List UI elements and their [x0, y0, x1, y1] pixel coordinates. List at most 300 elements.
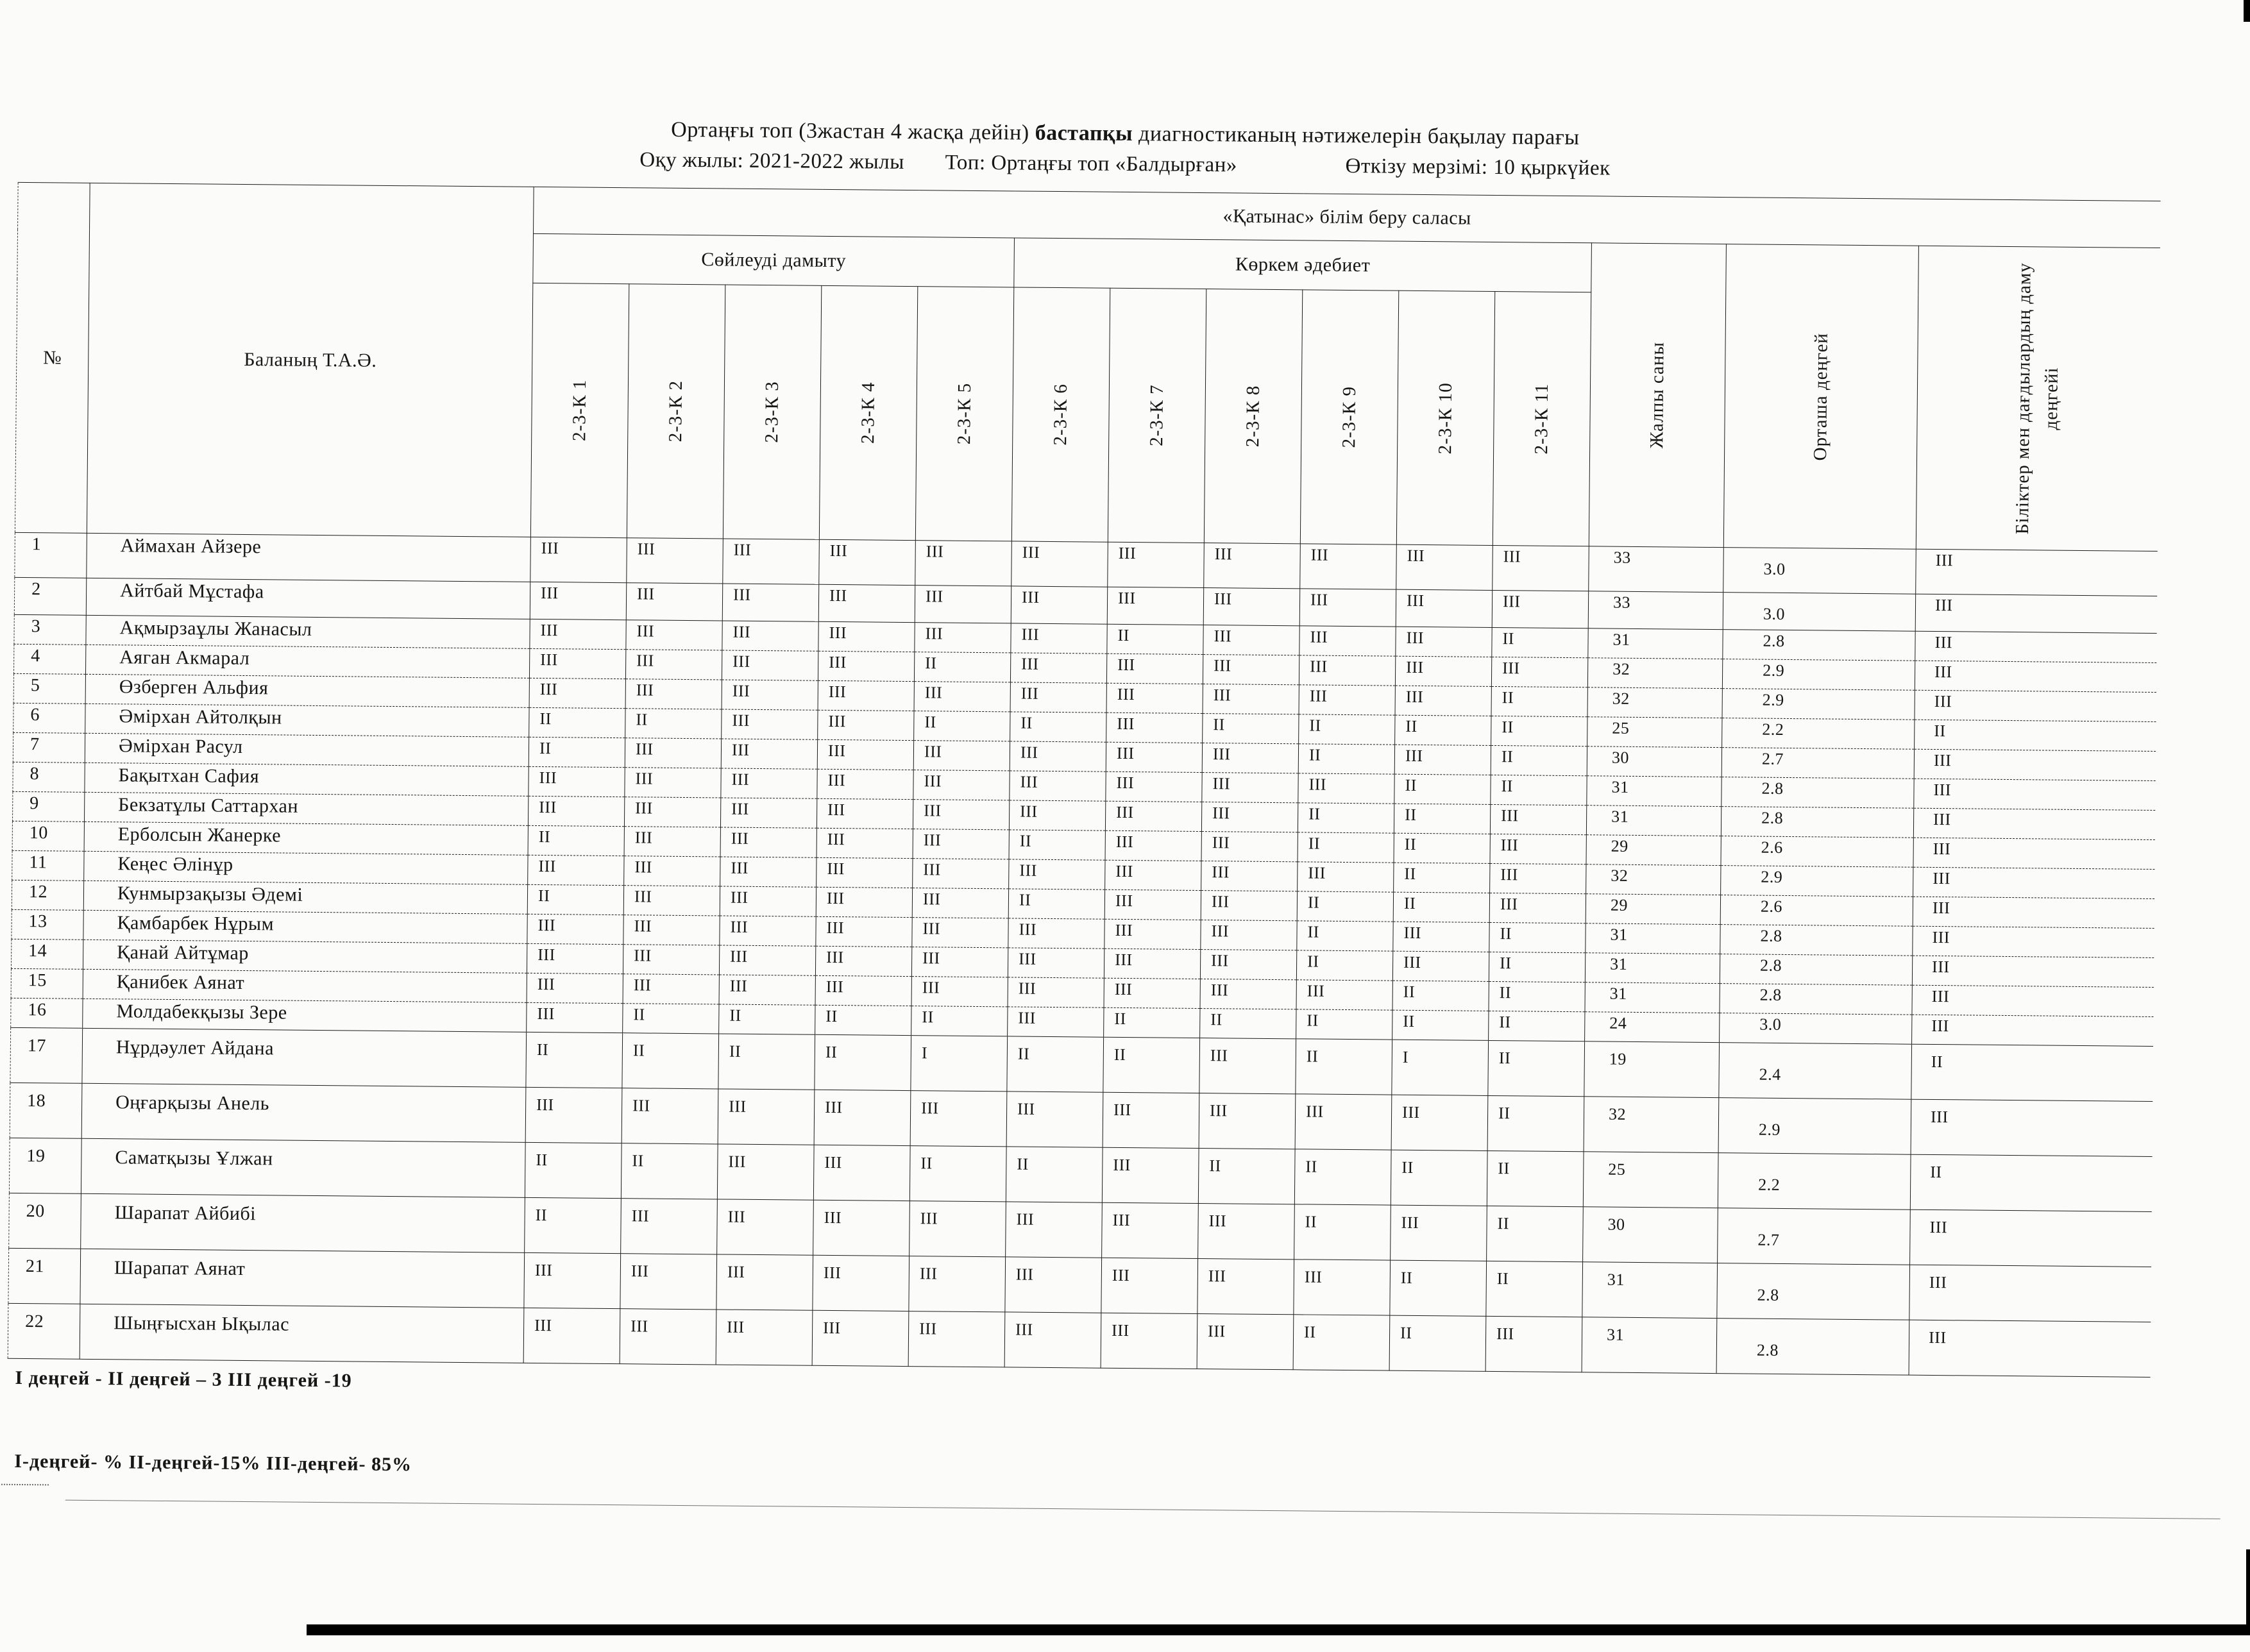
skill-mark: I: [911, 1036, 1008, 1092]
skill-mark: III: [1493, 545, 1589, 591]
row-number: 4: [13, 644, 85, 674]
development-level: III: [1913, 897, 2154, 928]
skill-mark: III: [1393, 922, 1489, 952]
skill-mark: III: [622, 1088, 718, 1144]
skill-column-label: 2-3-К 4: [857, 382, 879, 444]
row-number: 17: [10, 1027, 83, 1083]
skill-mark: II: [1107, 624, 1203, 654]
skill-column-header: [530, 283, 629, 537]
skill-mark: III: [624, 827, 720, 857]
level-percent-summary: І-деңгей- % ІІ-деңгей-15% ІІІ-деңгей- 85%: [14, 1450, 412, 1476]
skill-mark: III: [1199, 1093, 1296, 1149]
skill-mark: III: [527, 914, 623, 944]
development-level: III: [1913, 926, 2154, 957]
skill-mark: III: [717, 1199, 814, 1255]
skill-mark: II: [525, 1197, 622, 1253]
skill-mark: III: [1491, 657, 1587, 687]
child-name: Шарапат Айбибі: [81, 1193, 525, 1252]
skill-column-header: [1204, 289, 1302, 544]
average-score: 3.0: [1723, 593, 1915, 632]
skill-mark: III: [1010, 771, 1106, 801]
skill-mark: III: [624, 797, 720, 827]
row-number: 9: [12, 791, 84, 822]
skill-mark: III: [720, 857, 816, 887]
skill-mark: III: [621, 1199, 718, 1254]
skill-mark: III: [626, 620, 722, 650]
development-level: II: [1911, 1044, 2153, 1101]
skill-mark: III: [1392, 951, 1489, 981]
skill-mark: III: [912, 888, 1008, 918]
development-level: III: [1912, 1015, 2154, 1046]
skill-mark: III: [1104, 919, 1201, 949]
skill-mark: II: [1294, 1149, 1391, 1205]
total-score: 29: [1586, 835, 1721, 866]
child-name: Кеңес Әлінұр: [84, 851, 528, 884]
skill-mark: III: [1295, 1094, 1392, 1150]
skill-mark: II: [1390, 1260, 1487, 1316]
skill-mark: II: [1293, 1315, 1390, 1370]
skill-mark: III: [818, 584, 915, 622]
child-name: Қанибек Аянат: [83, 969, 527, 1002]
skill-column-label: 2-3-К 6: [1049, 384, 1071, 446]
total-score: 32: [1586, 864, 1721, 895]
average-header-label: Орташа деңгей: [1809, 332, 1832, 461]
average-score: 2.8: [1721, 777, 1914, 809]
skill-mark: II: [1487, 1095, 1584, 1151]
skill-mark: II: [1297, 921, 1393, 951]
skill-mark: II: [1486, 1261, 1583, 1317]
skill-mark: III: [624, 856, 720, 886]
skill-mark: III: [1200, 950, 1296, 980]
column-header-child-name: Баланың Т.А.Ә.: [87, 183, 534, 537]
skill-column-label: 2-3-К 7: [1146, 384, 1167, 447]
skill-column-label: 2-3-К 1: [568, 379, 590, 442]
child-name: Ерболсын Жанерке: [84, 822, 528, 855]
average-score: 2.8: [1716, 1319, 1909, 1376]
skill-mark: II: [1298, 803, 1394, 833]
skill-mark: III: [908, 1311, 1005, 1367]
skill-mark: II: [1491, 745, 1587, 775]
skill-mark: III: [1203, 588, 1300, 626]
skill-mark: II: [914, 652, 1010, 682]
skill-mark: III: [1106, 771, 1202, 802]
skill-mark: III: [720, 798, 816, 828]
skill-mark: II: [625, 709, 722, 739]
skill-mark: III: [1009, 800, 1105, 830]
study-year: Оқу жылы: 2021-2022 жылы: [639, 148, 905, 174]
skill-mark: II: [719, 1004, 815, 1034]
total-score: 33: [1589, 546, 1724, 593]
development-level: III: [1916, 549, 2158, 596]
skill-mark: III: [530, 537, 627, 582]
skill-mark: III: [1298, 773, 1394, 804]
average-score: 2.7: [1718, 1208, 1911, 1265]
row-number: 18: [10, 1083, 82, 1138]
skill-mark: III: [1299, 626, 1396, 656]
skill-column-label: 2-3-К 11: [1530, 383, 1552, 455]
average-score: 2.6: [1721, 836, 1913, 868]
skill-mark: II: [1298, 744, 1394, 774]
child-name: Қамбарбек Нұрым: [83, 910, 527, 943]
child-name: Бақытхан Сафия: [85, 763, 529, 796]
child-name: Әмірхан Айтолқын: [85, 704, 529, 737]
skill-mark: III: [1008, 918, 1104, 948]
skill-mark: III: [719, 945, 815, 975]
average-score: 2.9: [1721, 866, 1913, 897]
skill-mark: III: [1298, 862, 1394, 892]
skill-mark: III: [1299, 655, 1395, 686]
skill-mark: III: [1394, 745, 1491, 775]
development-level: III: [1913, 838, 2155, 869]
skill-mark: III: [1010, 682, 1106, 712]
skill-mark: III: [1105, 801, 1201, 831]
column-header-average: [1723, 244, 1918, 550]
average-score: 2.8: [1720, 984, 1912, 1015]
skill-mark: III: [815, 946, 911, 976]
skill-mark: III: [623, 974, 719, 1004]
pen-dash-mark: [0, 1484, 49, 1486]
skill-mark: III: [1005, 1257, 1102, 1313]
skill-mark: II: [1006, 1147, 1103, 1202]
total-score: 30: [1587, 746, 1721, 777]
average-score: 2.8: [1721, 807, 1913, 838]
skill-mark: II: [1488, 1040, 1585, 1096]
skill-mark: III: [913, 859, 1009, 889]
skill-mark: II: [1395, 715, 1491, 745]
row-number: 8: [13, 762, 85, 792]
section-fiction: Көркем әдебиет: [1014, 238, 1592, 292]
scan-edge-artifact-top-right: [2244, 0, 2250, 22]
skill-mark: III: [911, 947, 1008, 977]
average-score: 2.8: [1720, 925, 1913, 956]
development-level: III: [1914, 749, 2156, 780]
skill-mark: III: [909, 1201, 1006, 1257]
skill-mark: III: [813, 1200, 910, 1256]
skill-mark: III: [1203, 655, 1299, 685]
document-title: [0, 110, 2250, 189]
skill-mark: III: [1102, 1147, 1199, 1203]
total-score: 31: [1585, 982, 1720, 1013]
skill-mark: II: [1491, 716, 1587, 746]
skill-mark: III: [915, 541, 1012, 586]
row-number: 13: [12, 909, 83, 940]
skill-mark: III: [1006, 1092, 1103, 1147]
skill-mark: II: [1296, 950, 1392, 981]
skill-mark: II: [1200, 1009, 1296, 1039]
skill-mark: III: [1198, 1204, 1295, 1260]
skill-mark: II: [1010, 712, 1106, 742]
skill-mark: III: [1006, 1202, 1103, 1258]
skill-mark: III: [720, 886, 816, 916]
skill-mark: III: [818, 621, 915, 652]
skill-mark: III: [718, 1089, 815, 1145]
total-score: 30: [1583, 1207, 1718, 1263]
student-rows: [8, 532, 2157, 1377]
skill-mark: III: [1490, 834, 1586, 864]
skill-mark: III: [1396, 589, 1493, 627]
total-score: 32: [1584, 1097, 1719, 1153]
skill-mark: III: [1008, 948, 1104, 978]
column-header-skill-level: [1916, 246, 2160, 551]
skill-mark: III: [1103, 1092, 1199, 1148]
average-score: 2.8: [1723, 630, 1915, 661]
skill-mark: II: [526, 1032, 623, 1088]
development-level: III: [1915, 690, 2156, 721]
average-score: 2.9: [1722, 659, 1915, 691]
skill-mark: III: [1199, 1038, 1296, 1094]
skill-mark: III: [1102, 1202, 1199, 1258]
total-score: 25: [1587, 717, 1722, 748]
skill-mark: III: [723, 539, 820, 584]
development-level: III: [1915, 631, 2157, 662]
skill-mark: II: [1103, 1037, 1200, 1093]
skill-mark: II: [1294, 1204, 1391, 1260]
child-name: Қанай Айтұмар: [83, 940, 527, 973]
skill-mark: III: [722, 709, 818, 739]
skill-mark: III: [722, 650, 818, 680]
skill-mark: III: [722, 621, 818, 651]
skill-mark: II: [1489, 981, 1585, 1011]
skill-mark: III: [816, 828, 913, 858]
skill-mark: III: [1492, 590, 1589, 628]
skill-mark: III: [626, 583, 723, 621]
skill-mark: III: [716, 1310, 813, 1365]
skill-mark: III: [719, 975, 815, 1005]
skill-mark: II: [1491, 775, 1587, 805]
skill-mark: II: [1104, 1007, 1200, 1038]
skill-mark: III: [1201, 891, 1297, 921]
skill-mark: III: [623, 915, 720, 945]
skill-mark: III: [915, 623, 1011, 653]
skill-mark: II: [1198, 1149, 1295, 1204]
skill-mark: II: [1007, 1036, 1104, 1092]
skill-mark: II: [1394, 863, 1490, 893]
child-name: Шарапат Аянат: [80, 1249, 525, 1308]
row-number: 12: [12, 880, 83, 910]
skill-column-label: 2-3-К 8: [1242, 385, 1264, 448]
skill-mark: III: [1489, 893, 1586, 923]
skill-mark: I: [1392, 1040, 1489, 1095]
skill-mark: III: [625, 738, 721, 768]
skill-mark: III: [817, 739, 913, 770]
skill-mark: II: [1489, 1011, 1585, 1041]
skill-column-header: [627, 284, 725, 539]
skill-mark: III: [1395, 686, 1491, 716]
skill-mark: III: [623, 945, 719, 975]
title-line1-pre: Ортаңғы топ (3жастан 4 жасқа дейін): [671, 117, 1035, 145]
total-score: 24: [1585, 1012, 1720, 1043]
skill-mark: III: [1106, 712, 1203, 743]
skill-mark: III: [816, 798, 913, 829]
skill-mark: III: [1204, 543, 1301, 589]
development-level: III: [1909, 1320, 2151, 1377]
row-number: 22: [8, 1303, 80, 1359]
skill-mark: III: [1009, 859, 1105, 889]
skill-column-header: [1493, 291, 1591, 546]
average-score: 2.4: [1719, 1043, 1912, 1100]
skill-column-header: [819, 285, 917, 540]
development-level: II: [1915, 720, 2156, 751]
skill-mark: III: [816, 916, 912, 947]
skill-mark: III: [1106, 653, 1203, 684]
skill-mark: II: [1489, 922, 1586, 952]
skill-mark: III: [625, 768, 721, 798]
row-number: 1: [15, 532, 87, 578]
skill-mark: III: [720, 916, 816, 946]
skill-mark: III: [1396, 544, 1493, 590]
development-level: III: [1913, 867, 2155, 898]
skill-level-header-label: Біліктер мен дағдылардың даму деңгейі: [2012, 262, 2063, 535]
skill-mark: III: [1201, 920, 1297, 950]
average-score: 3.0: [1723, 548, 1916, 594]
skill-column-header: [1108, 288, 1206, 543]
skill-mark: III: [525, 1087, 622, 1143]
row-number: 20: [9, 1193, 81, 1249]
row-number: 11: [12, 850, 84, 881]
total-score: 32: [1587, 687, 1722, 718]
skill-column-header: [915, 287, 1013, 541]
skill-mark: II: [1393, 892, 1489, 922]
skill-mark: III: [717, 1144, 814, 1200]
child-name: Саматқызы Ұлжан: [81, 1138, 525, 1197]
child-name: Оңғарқызы Анель: [81, 1083, 526, 1142]
total-score: 31: [1586, 923, 1720, 954]
skill-mark: II: [1298, 832, 1394, 863]
row-number: 21: [8, 1248, 81, 1304]
row-number: 16: [11, 998, 83, 1028]
skill-mark: II: [1203, 714, 1299, 744]
development-level: III: [1910, 1210, 2152, 1267]
skill-mark: III: [625, 650, 722, 680]
skill-column-label: 2-3-К 5: [953, 382, 975, 445]
child-name: Өзберген Альфия: [85, 674, 529, 707]
development-level: III: [1913, 808, 2155, 839]
average-score: 2.9: [1718, 1098, 1911, 1155]
skill-mark: III: [527, 943, 623, 973]
skill-mark: III: [721, 739, 817, 769]
skill-mark: II: [529, 737, 625, 767]
skill-mark: II: [1487, 1206, 1584, 1261]
level-counts-summary: І деңгей - ІІ деңгей – 3 ІІІ деңгей -19: [15, 1367, 352, 1392]
title-line1-post: диагностиканың нәтижелерін бақылау парағы: [1132, 122, 1580, 150]
skill-mark: II: [909, 1146, 1006, 1202]
average-score: 2.2: [1718, 1153, 1911, 1210]
average-score: 3.0: [1720, 1013, 1912, 1045]
development-level: III: [1911, 1099, 2153, 1156]
average-score: 2.8: [1720, 954, 1912, 986]
skill-mark: III: [1101, 1313, 1197, 1369]
diagnostics-table: [8, 182, 2161, 1378]
total-score: 19: [1584, 1041, 1720, 1098]
skill-mark: III: [818, 651, 914, 681]
skill-mark: III: [1396, 627, 1492, 657]
skill-mark: III: [722, 680, 818, 710]
skill-mark: II: [911, 1006, 1008, 1036]
skill-mark: II: [1297, 891, 1393, 922]
skill-mark: II: [1296, 1009, 1392, 1040]
skill-mark: II: [1487, 1150, 1584, 1206]
skill-mark: III: [1010, 741, 1106, 771]
skill-mark: III: [1485, 1316, 1582, 1372]
skill-column-label: 2-3-К 3: [761, 381, 782, 443]
skill-mark: II: [815, 1005, 911, 1035]
skill-mark: III: [814, 1090, 911, 1145]
skill-mark: III: [910, 1091, 1007, 1147]
skill-mark: III: [1108, 542, 1205, 587]
skill-mark: III: [1201, 861, 1298, 891]
skill-mark: II: [1299, 714, 1395, 745]
skill-mark: III: [1104, 948, 1200, 979]
skill-column-label: 2-3-К 9: [1338, 386, 1360, 448]
skill-mark: III: [620, 1254, 717, 1310]
skill-mark: II: [528, 825, 624, 856]
skill-mark: III: [1391, 1205, 1487, 1261]
total-score: 32: [1587, 658, 1722, 689]
skill-mark: III: [721, 768, 817, 798]
skill-mark: III: [813, 1145, 910, 1201]
skill-mark: III: [915, 586, 1011, 623]
skill-mark: III: [1010, 653, 1106, 683]
skill-mark: III: [527, 973, 623, 1003]
row-number: 3: [14, 614, 86, 645]
row-number: 2: [14, 577, 87, 615]
skill-mark: II: [1391, 1150, 1487, 1206]
skill-mark: II: [815, 1034, 911, 1090]
skill-mark: II: [1009, 830, 1105, 860]
child-name: Бекзатұлы Саттархан: [84, 792, 528, 825]
skill-mark: III: [812, 1310, 909, 1366]
skill-mark: III: [1105, 860, 1201, 890]
skill-column-header: [723, 285, 821, 539]
skill-mark: II: [623, 1004, 719, 1034]
development-level: III: [1912, 985, 2154, 1016]
average-score: 2.2: [1722, 718, 1915, 750]
skill-mark: III: [1004, 1312, 1101, 1368]
skill-mark: II: [1394, 833, 1490, 863]
skill-mark: II: [622, 1033, 719, 1089]
skill-mark: II: [1491, 686, 1587, 716]
child-name: Кунмырзақызы Әдемі: [83, 881, 527, 914]
child-name: Аймахан Айзере: [87, 533, 531, 582]
row-number: 14: [11, 939, 83, 969]
skill-mark: III: [1197, 1313, 1294, 1369]
row-number: 6: [13, 703, 85, 733]
skill-mark: III: [1202, 743, 1298, 773]
skill-mark: II: [1394, 804, 1490, 834]
skill-mark: III: [1200, 979, 1296, 1009]
skill-mark: III: [1294, 1260, 1391, 1315]
skill-mark: III: [1008, 1007, 1104, 1037]
total-score: 31: [1588, 628, 1723, 659]
skill-mark: II: [1389, 1315, 1486, 1371]
total-score: 29: [1586, 894, 1720, 925]
row-number: 7: [13, 732, 85, 763]
child-name: Нұрдәулет Айдана: [82, 1028, 527, 1087]
education-area-header: «Қатынас» білім беру саласы: [534, 187, 2161, 248]
skill-mark: III: [720, 827, 816, 857]
skill-mark: III: [528, 796, 624, 826]
skill-mark: III: [815, 975, 911, 1006]
development-level: III: [1915, 594, 2157, 633]
scan-edge-artifact-right: [2246, 1549, 2250, 1626]
row-number: 5: [13, 673, 85, 704]
skill-mark: III: [524, 1252, 621, 1308]
child-name: Аяган Акмарал: [85, 645, 529, 678]
skill-mark: III: [818, 680, 914, 711]
child-name: Әмірхан Расул: [85, 733, 529, 766]
skill-mark: III: [1395, 656, 1491, 686]
scan-edge-artifact-bottom: [307, 1624, 2250, 1635]
